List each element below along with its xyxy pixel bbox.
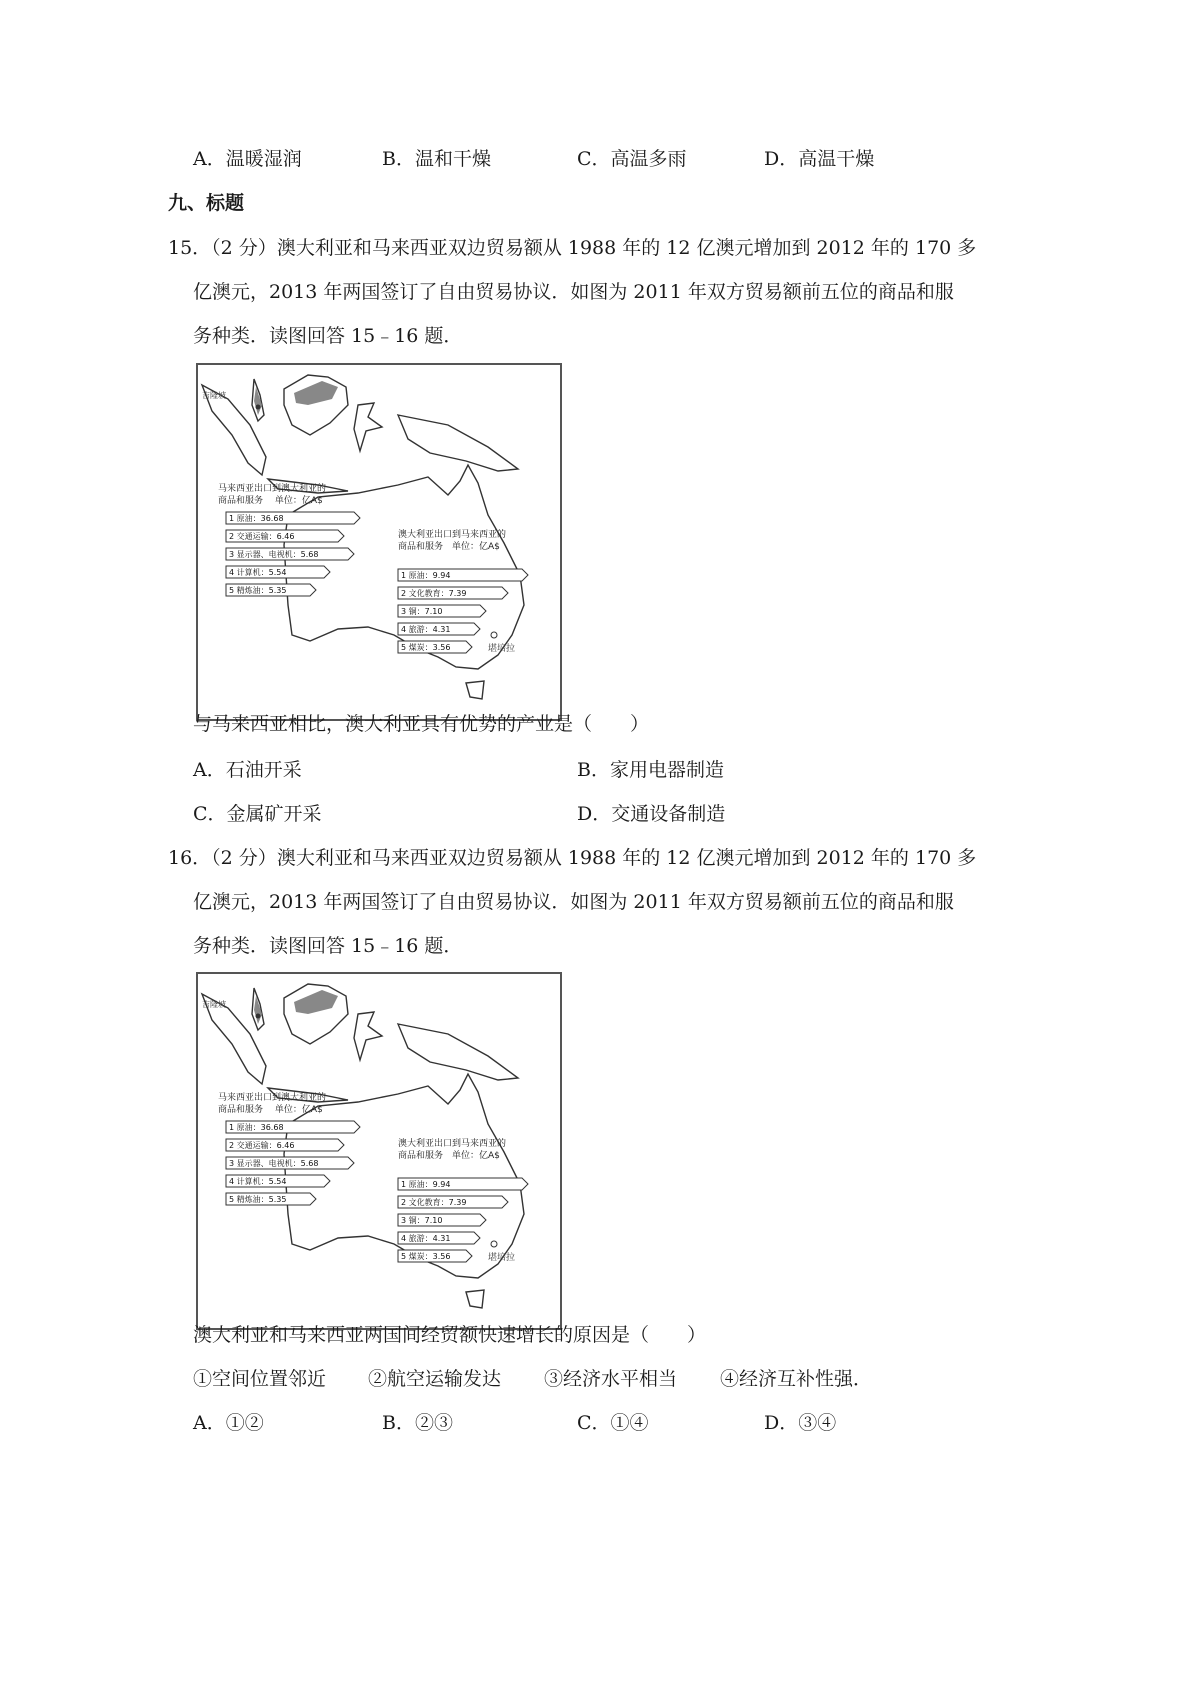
au-item-3: 3 铜：7.10 (401, 1216, 443, 1225)
tasmania-outline (466, 1290, 484, 1308)
q16-statement-2: ②航空运输发达 (368, 1368, 502, 1390)
q16-stem-line-3: 务种类．读图回答 15﹣16 题． (193, 935, 463, 957)
my-item-4: 4 计算机：5.54 (229, 568, 287, 577)
my-item-3: 3 显示器、电视机：5.68 (229, 1159, 319, 1168)
q15-stem-text: 澳大利亚和马来西亚双边贸易额从 1988 年的 12 亿澳元增加到 2012 年的 170 多 (276, 237, 977, 259)
q15-question: 与马来西亚相比，澳大利亚具有优势的产业是（ ） (193, 713, 650, 735)
trade-map-1 (196, 363, 562, 721)
au-item-3: 3 铜：7.10 (401, 607, 443, 616)
au-export-title-1: 澳大利亚出口到马来西亚的 (398, 530, 507, 540)
trade-map-2-drawing (198, 974, 560, 1328)
q15-stem-line-3: 务种类．读图回答 15﹣16 题． (193, 325, 463, 347)
au-item-5: 5 煤炭：3.56 (401, 1252, 451, 1261)
new-guinea-outline (398, 415, 518, 471)
q16-statement-1: ①空间位置邻近 (193, 1368, 327, 1390)
q15-stem-line-1 (168, 233, 976, 260)
q16-statement-4: ④经济互补性强． (720, 1368, 873, 1390)
my-item-2: 2 交通运输：6.46 (229, 1141, 295, 1150)
au-item-2: 2 文化教育：7.39 (401, 1198, 467, 1207)
au-item-2: 2 文化教育：7.39 (401, 589, 467, 598)
au-item-4: 4 旅游：4.31 (401, 625, 451, 634)
q16-option-c: C．①④ (577, 1412, 649, 1434)
kuala-lumpur-label: 吉隆坡 (202, 391, 226, 400)
canberra-label: 堪培拉 (488, 644, 516, 654)
q16-stem-line-1 (168, 843, 976, 870)
malaysia-shaded (254, 381, 338, 415)
kuala-lumpur-marker (256, 1014, 261, 1019)
kuala-lumpur-marker (256, 405, 261, 410)
my-item-1: 1 原油：36.68 (229, 514, 284, 523)
my-export-list (226, 1121, 360, 1205)
q14-option-d: D．高温干燥 (764, 148, 875, 170)
my-export-title-2: 商品和服务 单位：亿A$ (218, 1105, 323, 1115)
canberra-marker (491, 1241, 497, 1247)
au-item-1: 1 原油：9.94 (401, 571, 451, 580)
q15-prefix: 15．（2 分） (168, 237, 277, 259)
q16-question: 澳大利亚和马来西亚两国间经贸额快速增长的原因是（ ） (193, 1324, 707, 1346)
q15-option-b: B．家用电器制造 (577, 759, 724, 781)
q16-stem-line-2: 亿澳元，2013 年两国签订了自由贸易协议．如图为 2011 年双方贸易额前五位的商品和服 (193, 891, 954, 913)
au-item-5: 5 煤炭：3.56 (401, 643, 451, 652)
q16-statement-3: ③经济水平相当 (544, 1368, 678, 1390)
canberra-marker (491, 632, 497, 638)
section-title: 九、标题 (168, 192, 245, 214)
my-export-title-1: 马来西亚出口到澳大利亚的 (218, 1093, 327, 1103)
tasmania-outline (466, 681, 484, 699)
q14-option-b: B．温和干燥 (382, 148, 491, 170)
my-export-title-1: 马来西亚出口到澳大利亚的 (218, 484, 327, 494)
q16-option-d: D．③④ (764, 1412, 837, 1434)
au-item-4: 4 旅游：4.31 (401, 1234, 451, 1243)
au-export-title-2: 商品和服务 单位：亿A$ (398, 1151, 500, 1161)
my-export-title-2: 商品和服务 单位：亿A$ (218, 496, 323, 506)
sulawesi-outline (354, 403, 382, 451)
trade-map-2 (196, 972, 562, 1330)
new-guinea-outline (398, 1024, 518, 1080)
my-export-list (226, 512, 360, 596)
q15-option-a: A．石油开采 (193, 759, 302, 781)
q15-stem-line-2: 亿澳元，2013 年两国签订了自由贸易协议．如图为 2011 年双方贸易额前五位的商品和服 (193, 281, 954, 303)
my-item-4: 4 计算机：5.54 (229, 1177, 287, 1186)
au-item-1: 1 原油：9.94 (401, 1180, 451, 1189)
q15-option-d: D．交通设备制造 (577, 803, 726, 825)
malaysia-shaded (254, 990, 338, 1024)
my-item-2: 2 交通运输：6.46 (229, 532, 295, 541)
my-item-1: 1 原油：36.68 (229, 1123, 284, 1132)
q16-stem-text: 澳大利亚和马来西亚双边贸易额从 1988 年的 12 亿澳元增加到 2012 年的 170 多 (276, 847, 977, 869)
canberra-label: 堪培拉 (488, 1253, 516, 1263)
au-export-title-1: 澳大利亚出口到马来西亚的 (398, 1139, 507, 1149)
au-export-title-2: 商品和服务 单位：亿A$ (398, 542, 500, 552)
trade-map-1-drawing (198, 365, 560, 719)
q16-prefix: 16．（2 分） (168, 847, 277, 869)
my-item-5: 5 精炼油：5.35 (229, 1195, 287, 1204)
sulawesi-outline (354, 1012, 382, 1060)
my-item-3: 3 显示器、电视机：5.68 (229, 550, 319, 559)
q16-option-b: B．②③ (382, 1412, 453, 1434)
my-item-5: 5 精炼油：5.35 (229, 586, 287, 595)
q15-option-c: C．金属矿开采 (193, 803, 322, 825)
kuala-lumpur-label: 吉隆坡 (202, 1000, 226, 1009)
q14-option-c: C．高温多雨 (577, 148, 687, 170)
q14-option-a: A．温暖湿润 (193, 148, 302, 170)
q16-option-a: A．①② (193, 1412, 264, 1434)
